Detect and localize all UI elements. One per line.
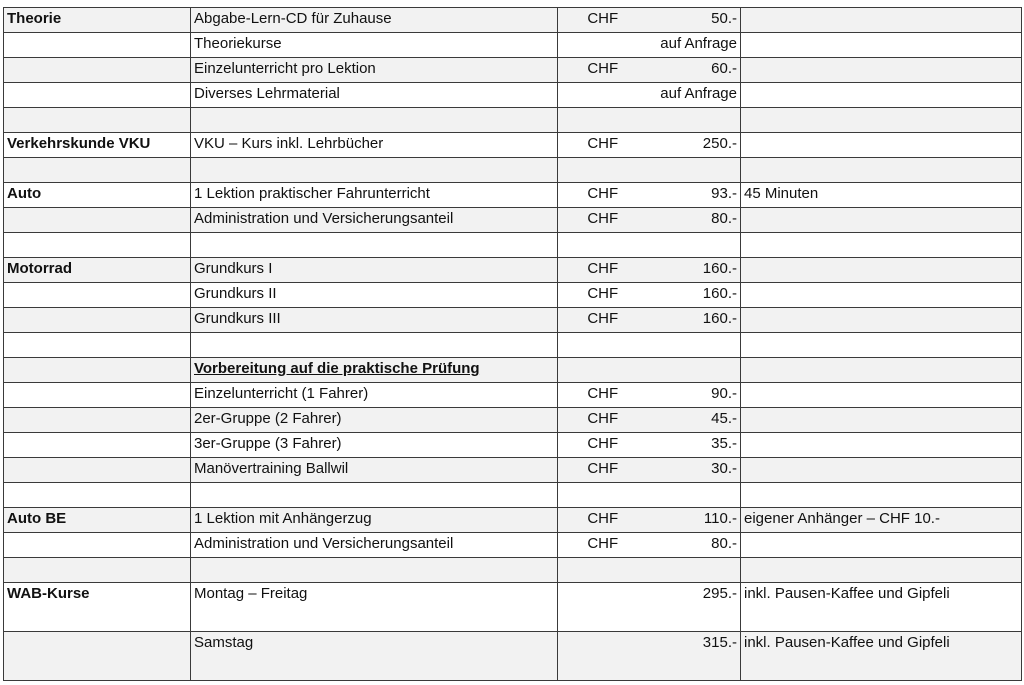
price-table-body [4, 8, 1022, 681]
amount-cell: 45.- [648, 408, 741, 433]
category-cell [4, 433, 191, 458]
note-cell: inkl. Pausen-Kaffee und Gipfeli [741, 583, 1022, 632]
note-cell [741, 33, 1022, 58]
amount-cell [648, 333, 741, 358]
section-title-cell: Vorbereitung auf die praktische Prüfung [191, 358, 558, 383]
table-row [4, 632, 1022, 681]
description-cell: 2er-Gruppe (2 Fahrer) [191, 408, 558, 433]
description-cell [191, 483, 558, 508]
note-cell [741, 108, 1022, 133]
table-row [4, 258, 1022, 283]
price-table [3, 7, 1022, 681]
amount-cell [648, 483, 741, 508]
table-row [4, 308, 1022, 333]
note-cell [741, 258, 1022, 283]
category-cell [4, 558, 191, 583]
category-cell [4, 408, 191, 433]
note-cell [741, 8, 1022, 33]
category-cell [4, 358, 191, 383]
currency-cell: CHF [558, 283, 648, 308]
currency-cell: CHF [558, 183, 648, 208]
currency-cell [558, 83, 648, 108]
table-row [4, 33, 1022, 58]
amount-cell: auf Anfrage [648, 83, 741, 108]
category-cell [4, 233, 191, 258]
category-cell [4, 308, 191, 333]
table-row [4, 533, 1022, 558]
description-cell [191, 108, 558, 133]
note-cell: eigener Anhänger – CHF 10.- [741, 508, 1022, 533]
category-cell: Verkehrskunde VKU [4, 133, 191, 158]
currency-cell [558, 358, 648, 383]
table-row [4, 483, 1022, 508]
table-row [4, 433, 1022, 458]
amount-cell: 50.- [648, 8, 741, 33]
category-cell: Auto [4, 183, 191, 208]
amount-cell: 160.- [648, 308, 741, 333]
currency-cell: CHF [558, 208, 648, 233]
amount-cell: 250.- [648, 133, 741, 158]
currency-cell [558, 233, 648, 258]
table-row [4, 558, 1022, 583]
amount-cell: 80.- [648, 208, 741, 233]
note-cell [741, 383, 1022, 408]
table-row [4, 8, 1022, 33]
currency-cell: CHF [558, 533, 648, 558]
description-cell: Administration und Versicherungsanteil [191, 533, 558, 558]
category-cell [4, 483, 191, 508]
category-cell [4, 208, 191, 233]
currency-cell [558, 583, 648, 632]
currency-cell: CHF [558, 8, 648, 33]
note-cell [741, 333, 1022, 358]
table-row [4, 83, 1022, 108]
description-cell [191, 558, 558, 583]
description-cell: Administration und Versicherungsanteil [191, 208, 558, 233]
note-cell [741, 358, 1022, 383]
amount-cell: 315.- [648, 632, 741, 681]
amount-cell: auf Anfrage [648, 33, 741, 58]
description-cell: Grundkurs I [191, 258, 558, 283]
amount-cell [648, 558, 741, 583]
category-cell: Motorrad [4, 258, 191, 283]
amount-cell: 30.- [648, 458, 741, 483]
currency-cell: CHF [558, 308, 648, 333]
note-cell [741, 483, 1022, 508]
category-cell [4, 108, 191, 133]
description-cell: Einzelunterricht pro Lektion [191, 58, 558, 83]
description-cell: Theoriekurse [191, 33, 558, 58]
currency-cell: CHF [558, 508, 648, 533]
currency-cell [558, 333, 648, 358]
amount-cell: 160.- [648, 283, 741, 308]
category-cell [4, 383, 191, 408]
note-cell [741, 58, 1022, 83]
currency-cell [558, 632, 648, 681]
table-row [4, 58, 1022, 83]
note-cell [741, 308, 1022, 333]
category-cell [4, 33, 191, 58]
note-cell [741, 233, 1022, 258]
currency-cell: CHF [558, 433, 648, 458]
category-cell [4, 58, 191, 83]
table-row [4, 158, 1022, 183]
description-cell: Einzelunterricht (1 Fahrer) [191, 383, 558, 408]
table-row [4, 133, 1022, 158]
note-cell [741, 533, 1022, 558]
table-row [4, 383, 1022, 408]
category-cell: Auto BE [4, 508, 191, 533]
currency-cell [558, 158, 648, 183]
note-cell: 45 Minuten [741, 183, 1022, 208]
note-cell [741, 208, 1022, 233]
description-cell: 1 Lektion praktischer Fahrunterricht [191, 183, 558, 208]
amount-cell: 93.- [648, 183, 741, 208]
description-cell [191, 333, 558, 358]
currency-cell: CHF [558, 383, 648, 408]
currency-cell [558, 108, 648, 133]
currency-cell: CHF [558, 458, 648, 483]
amount-cell [648, 108, 741, 133]
note-cell [741, 158, 1022, 183]
table-row [4, 333, 1022, 358]
note-cell [741, 558, 1022, 583]
category-cell [4, 333, 191, 358]
currency-cell: CHF [558, 408, 648, 433]
amount-cell: 80.- [648, 533, 741, 558]
description-cell [191, 233, 558, 258]
table-row [4, 108, 1022, 133]
amount-cell: 160.- [648, 258, 741, 283]
description-cell: Diverses Lehrmaterial [191, 83, 558, 108]
table-row [4, 508, 1022, 533]
note-cell [741, 283, 1022, 308]
description-cell: Grundkurs II [191, 283, 558, 308]
table-row [4, 183, 1022, 208]
amount-cell [648, 358, 741, 383]
description-cell: 1 Lektion mit Anhängerzug [191, 508, 558, 533]
amount-cell [648, 158, 741, 183]
note-cell: inkl. Pausen-Kaffee und Gipfeli [741, 632, 1022, 681]
note-cell [741, 458, 1022, 483]
category-cell [4, 83, 191, 108]
currency-cell: CHF [558, 133, 648, 158]
table-row [4, 233, 1022, 258]
description-cell: Abgabe-Lern-CD für Zuhause [191, 8, 558, 33]
amount-cell: 90.- [648, 383, 741, 408]
description-cell: Samstag [191, 632, 558, 681]
description-cell: Manövertraining Ballwil [191, 458, 558, 483]
note-cell [741, 83, 1022, 108]
category-cell: WAB-Kurse [4, 583, 191, 632]
category-cell: Theorie [4, 8, 191, 33]
note-cell [741, 433, 1022, 458]
note-cell [741, 133, 1022, 158]
currency-cell [558, 483, 648, 508]
table-row [4, 208, 1022, 233]
currency-cell: CHF [558, 258, 648, 283]
table-row [4, 283, 1022, 308]
amount-cell: 60.- [648, 58, 741, 83]
currency-cell: CHF [558, 58, 648, 83]
category-cell [4, 632, 191, 681]
table-row [4, 358, 1022, 383]
currency-cell [558, 33, 648, 58]
amount-cell: 110.- [648, 508, 741, 533]
category-cell [4, 283, 191, 308]
currency-cell [558, 558, 648, 583]
description-cell: VKU – Kurs inkl. Lehrbücher [191, 133, 558, 158]
description-cell: Grundkurs III [191, 308, 558, 333]
category-cell [4, 533, 191, 558]
note-cell [741, 408, 1022, 433]
description-cell: Montag – Freitag [191, 583, 558, 632]
category-cell [4, 458, 191, 483]
table-row [4, 583, 1022, 632]
description-cell [191, 158, 558, 183]
description-cell: 3er-Gruppe (3 Fahrer) [191, 433, 558, 458]
amount-cell: 35.- [648, 433, 741, 458]
table-row [4, 458, 1022, 483]
amount-cell [648, 233, 741, 258]
table-row [4, 408, 1022, 433]
amount-cell: 295.- [648, 583, 741, 632]
category-cell [4, 158, 191, 183]
